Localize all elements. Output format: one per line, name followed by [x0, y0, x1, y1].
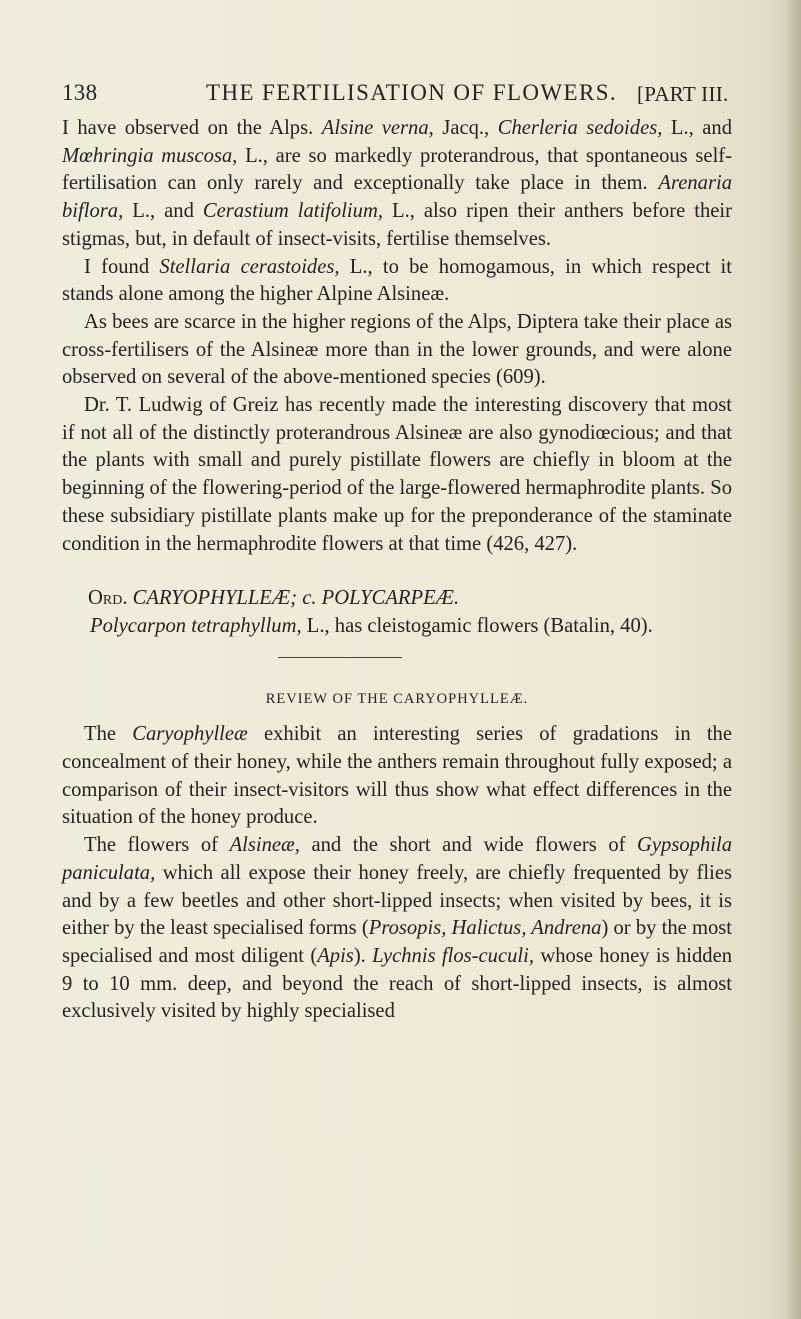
- paragraph-polycarpon: [62, 613, 732, 641]
- text-run: L., and: [123, 200, 203, 223]
- order-heading: [62, 585, 732, 613]
- text-run: exhibit an interesting series of gradations in the concealment of their honey, while the anthers remain throughout fully exposed; a comparison of their insect-visitors will thus show what effect differences in the situation of the honey produce.: [62, 723, 732, 829]
- text-run: As bees are scarce in the higher regions of the Alps, Diptera take their place as cross-fertilisers of the Alsineæ more than in the lower grounds, and were alone observed on several of the above-mentioned species (609).: [62, 310, 732, 389]
- text-run: The: [84, 723, 133, 746]
- species-name: Caryophylleæ: [132, 723, 248, 746]
- order-name: CARYOPHYLLEÆ;: [132, 587, 298, 610]
- text-run: Jacq.,: [433, 117, 498, 139]
- species-name: Lychnis flos-cuculi,: [372, 944, 534, 967]
- text-run: The flowers of: [84, 834, 230, 857]
- species-name: Alsine verna,: [321, 117, 434, 139]
- text-run: L., are so markedly proterandrous, that spontaneous self-fertilisation can only rarely and exceptionally take place in them.: [62, 144, 733, 195]
- species-name: Cherleria sedoides,: [497, 117, 663, 139]
- species-name: Polycarpon tetraphyllum,: [90, 614, 302, 637]
- text-run: I have observed on the Alps.: [62, 117, 322, 139]
- text-run: and the short and wide flowers of: [299, 834, 638, 857]
- text-run: L., has cleistogamic flowers (Batalin, 40).: [301, 614, 653, 637]
- part-label: [PART III.: [637, 82, 729, 106]
- paragraph-review-intro: [62, 721, 732, 832]
- order-label: Ord.: [88, 587, 128, 610]
- species-name: Arenaria biflora,: [62, 172, 732, 223]
- section-heading: REVIEW OF THE CARYOPHYLLEÆ.: [265, 690, 529, 707]
- paragraph-alps-observations: [62, 115, 732, 254]
- species-name: Prosopis, Halictus, Andrena: [368, 917, 602, 940]
- paragraph-diptera: [62, 309, 732, 392]
- text-run: whose honey is hidden 9 to 10 mm. deep, and beyond the reach of short-lipped insects, is almost exclusively visited by highly specialised: [62, 944, 733, 1023]
- paragraph-alsineae-visitors: [62, 832, 732, 1026]
- text-run: L., and: [662, 117, 733, 139]
- text-run: ) or by the most specialised and most diligent (: [62, 917, 733, 967]
- page-edge-shadow: [785, 0, 801, 1319]
- species-name: Alsineæ,: [229, 834, 300, 857]
- page-number: 138: [62, 80, 98, 105]
- species-name: Stellaria cerastoides,: [159, 255, 340, 278]
- section-divider: [278, 657, 402, 658]
- paragraph-ludwig: [62, 392, 732, 558]
- text-run: Dr. T. Ludwig of Greiz has recently made the interesting discovery that most if not all of the distinctly proterandrous Alsineæ are also gynodiœcious; and that the plants with small and purely pistillate flowers are chiefly in bloom at the beginning of the flowering-period of the large-flowered hermaphrodite plants. So these subsidiary pistillate plants make up for the preponderance of the staminate condition in the hermaphrodite flowers at that time (426, 427).: [62, 394, 732, 555]
- paragraph-stellaria: [62, 254, 732, 309]
- text-run: which all expose their honey freely, are chiefly frequented by flies and by a few beetles and other short-lipped insects; when visited by bees, it is either by the least specialised forms (: [62, 861, 732, 940]
- text-run: I found: [84, 255, 160, 278]
- running-header: [62, 80, 737, 110]
- suborder-prefix: c.: [302, 587, 317, 610]
- text-run: L., also ripen their anthers before their stigmas, but, in default of insect-visits, fertilise themselves.: [62, 200, 732, 250]
- page-body: [62, 115, 732, 1026]
- text-run: L., to be homogamous, in which respect it stands alone among the higher Alpine Alsineæ.: [62, 255, 732, 306]
- text-run: ).: [353, 944, 373, 967]
- running-title: THE FERTILISATION OF FLOWERS.: [206, 80, 618, 105]
- species-name: Apis: [317, 944, 354, 967]
- species-name: Gypsophila paniculata,: [62, 834, 732, 884]
- suborder-name: POLYCARPEÆ.: [321, 587, 460, 610]
- species-name: Cerastium latifolium,: [202, 200, 383, 223]
- species-name: Mœhringia muscosa,: [62, 144, 238, 167]
